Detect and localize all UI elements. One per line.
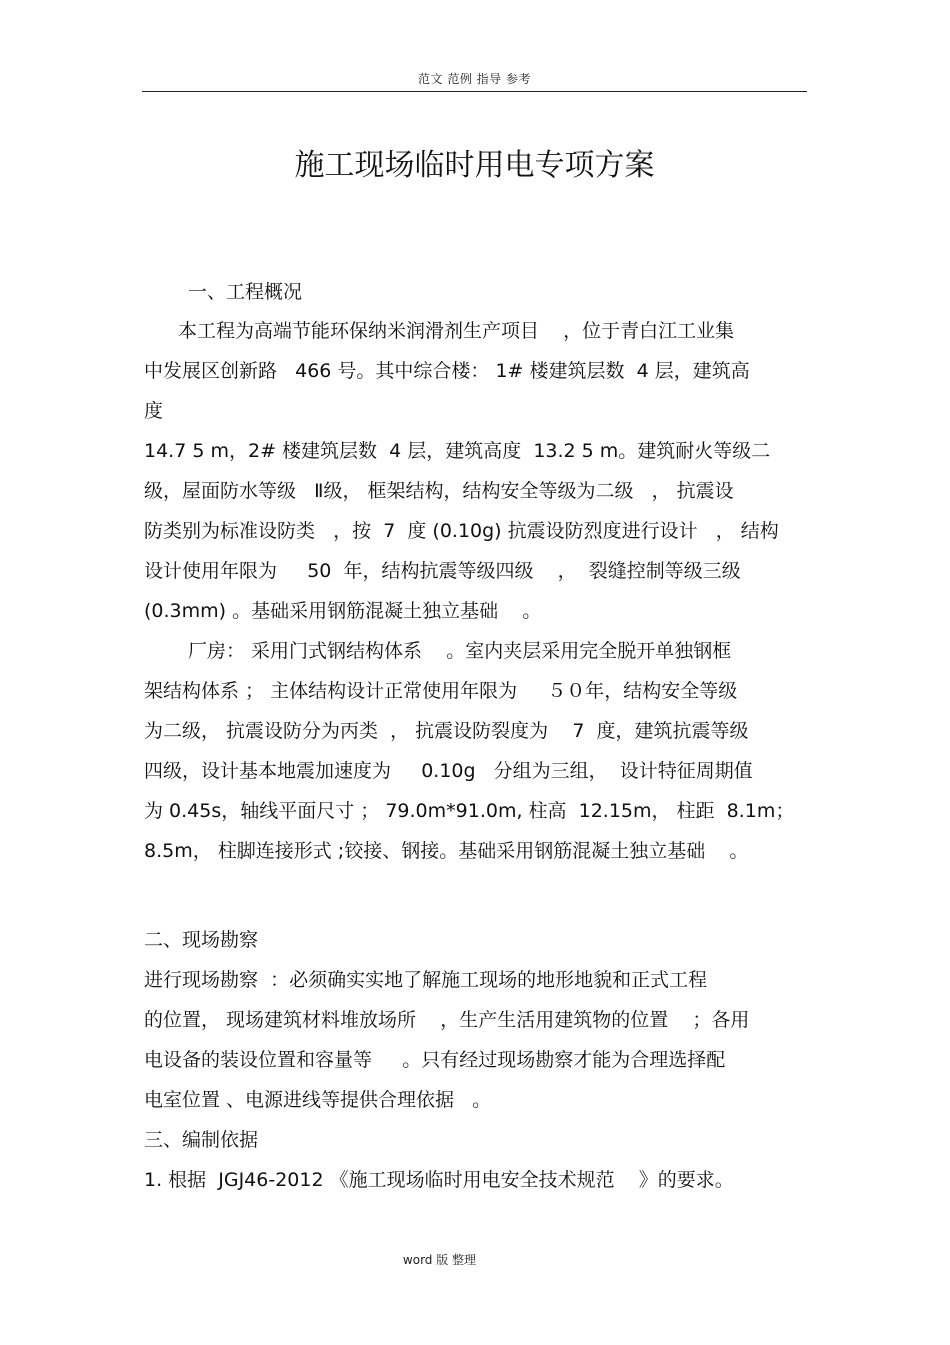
section-heading-basis: 三、编制依据 (144, 1129, 259, 1151)
paragraph-line: 设计使用年限为 50 年，结构抗震等级四级 ， 裂缝控制等级三级 (144, 560, 741, 582)
paragraph-line: 电设备的装设位置和容量等 。只有经过现场勘察才能为合理选择配 (144, 1049, 726, 1071)
paragraph-line: 级，屋面防水等级 Ⅱ级， 框架结构，结构安全等级为二级 ， 抗震设 (144, 480, 734, 502)
document-title: 施工现场临时用电专项方案 (294, 148, 655, 183)
page-header: 范文 范例 指导 参考 (418, 72, 531, 86)
paragraph-line: 电室位置 、电源进线等提供合理依据 。 (144, 1089, 492, 1111)
paragraph-line: 度 (144, 400, 164, 422)
page-footer: word 版 整理 (402, 1253, 477, 1267)
paragraph-line: (0.3mm) 。基础采用钢筋混凝土独立基础 。 (144, 600, 542, 622)
section-heading-overview: 一、工程概况 (188, 281, 303, 303)
paragraph-line: 中发展区创新路 466 号。其中综合楼： 1# 楼建筑层数 4 层，建筑高 (144, 360, 750, 382)
header-divider (142, 91, 807, 92)
paragraph-line: 进行现场勘察 ：必须确实实地了解施工现场的地形地貌和正式工程 (144, 969, 708, 991)
paragraph-line: 1. 根据 JGJ46-2012 《施工现场临时用电安全技术规范 》的要求。 (144, 1169, 734, 1191)
paragraph-line: 14.7 5 m，2# 楼建筑层数 4 层，建筑高度 13.2 5 m。建筑耐火等级二 (144, 440, 771, 462)
paragraph-line: 四级，设计基本地震加速度为 0.10g 分组为三组， 设计特征周期值 (144, 760, 753, 782)
section-heading-survey: 二、现场勘察 (144, 929, 259, 951)
paragraph-line: 本工程为高端节能环保纳米润滑剂生产项目 ，位于青白江工业集 (178, 320, 735, 342)
paragraph-line: 厂房： 采用门式钢结构体系 。室内夹层采用完全脱开单独钢框 (188, 640, 732, 662)
paragraph-line: 为二级， 抗震设防分为丙类 ， 抗震设防裂度为 7 度，建筑抗震等级 (144, 720, 749, 742)
paragraph-line: 的位置， 现场建筑材料堆放场所 ，生产生活用建筑物的位置 ；各用 (144, 1009, 750, 1031)
paragraph-line: 为 0.45s，轴线平面尺寸 ； 79.0m*91.0m, 柱高 12.15m， 柱距 8.1m； (144, 800, 795, 822)
paragraph-line: 防类别为标准设防类 ，按 7 度 (0.10g) 抗震设防烈度进行设计 ， 结构 (144, 520, 779, 542)
paragraph-line: 架结构体系 ； 主体结构设计正常使用年限为 ５０年，结构安全等级 (144, 680, 738, 702)
paragraph-line: 8.5m， 柱脚连接形式 ;铰接、钢接。基础采用钢筋混凝土独立基础 。 (144, 840, 749, 862)
